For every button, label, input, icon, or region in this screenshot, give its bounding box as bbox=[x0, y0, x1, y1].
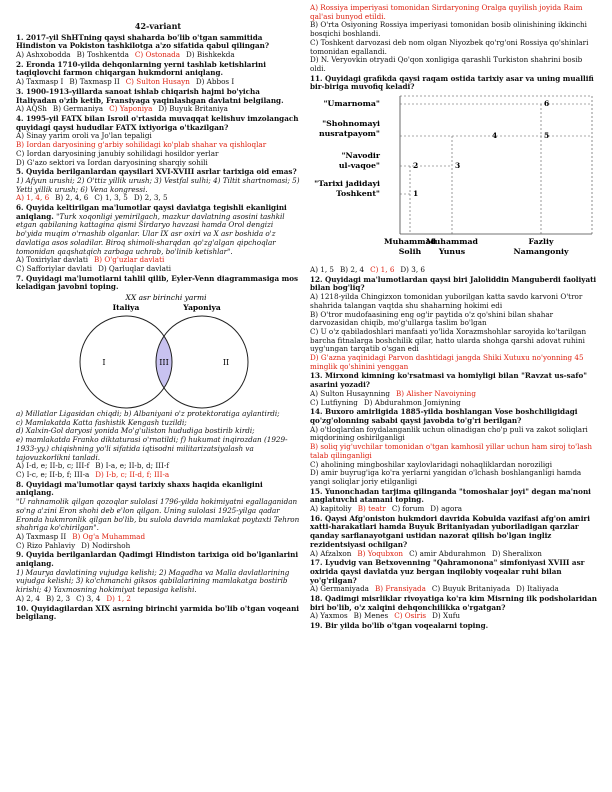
option-c[interactable]: C) Buyuk Britaniyada bbox=[431, 584, 511, 594]
statement-list: 1) Afyun urushi; 2) O'ttiz yillik urush; 3) Vestfal sulhi; 4) Tiltit shartnomasi; 5) Yetti yillik urush; 6) Vena kongressi. bbox=[16, 175, 300, 194]
venn-region-3: III bbox=[159, 358, 169, 368]
option-c[interactable]: C) amir Abdurahmon bbox=[409, 548, 486, 558]
question-text: 15. Yunonchadan tarjima qilinganda "tomoshalar joyi" degan ma'noni anglatuvchi atamani toping. bbox=[310, 486, 591, 505]
question-text: 10. Quyidagilardan XIX asrning birinchi yarmida bo'lib o'tgan voqeani belgilang. bbox=[16, 603, 300, 622]
option-c[interactable]: C) I-c, e; II-b, f; III-a bbox=[16, 469, 90, 479]
right-column bbox=[310, 4, 600, 631]
option-b-answer[interactable]: B) Fransiyada bbox=[374, 584, 426, 594]
question-19 bbox=[310, 622, 600, 631]
venn-label-right: Yaponiya bbox=[183, 303, 221, 313]
option-a[interactable]: A) Sinay yarim oroli va Jo'lan tepaligi bbox=[16, 131, 152, 141]
matching-chart bbox=[310, 92, 600, 266]
col-label-yunus-line2: Yunus bbox=[438, 247, 466, 257]
option-a[interactable]: A) 2, 4 bbox=[16, 593, 40, 603]
col-label-solih-line1: Muhammad bbox=[383, 237, 437, 247]
question-text: 6. Quyida keltirilgan ma'lumotlar qaysi davlatga tegishli ekanligini aniqlang. bbox=[16, 203, 287, 221]
option-b[interactable]: B) 2, 3 bbox=[46, 593, 71, 603]
option-d[interactable]: D) Xufu bbox=[432, 611, 460, 621]
option-c[interactable]: C) Rizo Pahlaviy bbox=[16, 540, 76, 550]
row-label-umarnoma: "Umarnoma" bbox=[323, 99, 380, 109]
option-c-answer[interactable]: C) Yaponiya bbox=[109, 104, 153, 114]
item-line: d) Xalxin-Gol daryosi yonida Mo'g'uliston hududiga bostirib kirdi; bbox=[16, 426, 255, 436]
row-label-tarixi-line1: "Tarixi jadidayi bbox=[314, 179, 380, 189]
question-10-options bbox=[310, 4, 600, 74]
col-label-yunus-line1: Muhammad bbox=[425, 237, 479, 247]
option-b[interactable]: B) O'tror mudofaasining eng og'ir paytida o'z qo'shini bilan shahar darvozasidan chiqib, mo'g'ullarga taslim bo'lgan bbox=[310, 309, 554, 328]
point-5: 5 bbox=[544, 131, 550, 141]
option-b-answer[interactable]: B) Yoqubxon bbox=[357, 548, 404, 558]
option-d[interactable]: D) Nodirshoh bbox=[81, 540, 131, 550]
question-1 bbox=[16, 34, 300, 60]
option-c[interactable]: C) aholining mingboshilar xaylovlaridagi nohaqliklardan noroziligi bbox=[310, 459, 553, 469]
option-c[interactable]: C) Toshkent darvozasi deb nom olgan Niyozbek qo'rg'oni Rossiya qo'shinlari tomonidan egallandi. bbox=[310, 37, 589, 56]
option-c[interactable]: C) Iordan daryosining janubiy sohilidagi hosildor yerlar bbox=[16, 148, 219, 158]
question-text: 14. Buxoro amirligida 1885-yilda boshlangan Vose boshchiligidagi qo'zg'olonning sababi qaysi javobda to'g'ri berilgan? bbox=[310, 407, 578, 425]
option-a-answer[interactable]: A) Rossiya imperiyasi tomonidan Sirdaryoning Oralga quyilish joyida Raim qal'asi bunyod etildi. bbox=[310, 3, 583, 21]
col-label-fazliy-line1: Fazliy bbox=[528, 237, 554, 247]
option-d[interactable]: D) agora bbox=[430, 504, 463, 514]
options bbox=[16, 595, 300, 604]
question-3 bbox=[16, 88, 300, 114]
option-c-answer[interactable]: C) Ostonada bbox=[134, 50, 181, 60]
option-d[interactable]: D) Bishkekda bbox=[186, 50, 235, 60]
option-b[interactable]: B) 2, 4 bbox=[340, 265, 365, 275]
option-a[interactable]: A) Taxmasp I bbox=[16, 77, 64, 87]
option-a[interactable]: A) 1218-yilda Chingizxon tomonidan yuborilgan katta savdo karvoni O'tror shahrida talangan vaqtda shu shaharning hokimi edi bbox=[310, 292, 583, 310]
question-text: 1. 2017-yil ShHTning qaysi shaharda bo'lib o'tgan sammitida Hindiston va Pokiston tashkilotga a'zo sifatida qabul qilingan? bbox=[16, 32, 270, 51]
col-label-fazliy-line2: Namangoniy bbox=[513, 247, 569, 257]
option-b[interactable]: B) Toshkentda bbox=[76, 50, 129, 60]
question-7 bbox=[16, 275, 300, 480]
question-5 bbox=[16, 168, 300, 203]
variant-title: 42-variant bbox=[134, 21, 182, 31]
option-a[interactable]: A) Toxiriylar davlati bbox=[16, 255, 89, 265]
item-line: a) Millatlar Ligasidan chiqdi; b) Albaniyani o'z protektoratiga aylantirdi; bbox=[16, 409, 280, 419]
point-6: 6 bbox=[544, 99, 550, 109]
option-b-answer[interactable]: B) Og'a Muhammad bbox=[72, 531, 146, 541]
point-2: 2 bbox=[413, 161, 419, 171]
option-c[interactable]: C) U o'z qabiladoshlari manfaati yo'lida Xorazmshohlar saroyida ko'tarilgan barcha fitnalarga boshchilik qilar, hatto ularda shohga qarshi adovat ruhini uyg'ungan tarqatib o'sgan edi bbox=[310, 326, 587, 354]
question-text: 4. 1995-yil FATX bilan Isroil o'rtasida muvaqqat kelishuv imzolangach quyidagi qaysi hududlar FATX ixtiyoriga o'tkazilgan? bbox=[16, 114, 299, 132]
quote: "U rahnamolik qilgan qozoqlar sulolasi 1796-yilda hokimiyatni egallaganidan so'ng a'zini Eron shohi deb e'lon qilgan. Uning sulolasi 1925-yilga qadar Eronda hukmronlik qilgan bo'lib, bu sulola davrida mamlakat poytaxti Tehron shahriga ko'chirilgan". bbox=[16, 497, 300, 533]
question-text: 5. Quyida berilganlardan qaysilari XVI-XVIII asrlar tarixiga oid emas? bbox=[16, 167, 297, 177]
options bbox=[16, 471, 300, 480]
option-d[interactable]: D) 3, 6 bbox=[400, 265, 425, 275]
option-d[interactable]: D) 2, 3, 5 bbox=[133, 193, 168, 203]
item-line: c) Mamlakatda Katta fashistik Kengash tuzildi; bbox=[16, 417, 187, 427]
question-6 bbox=[16, 204, 300, 274]
options bbox=[310, 399, 600, 408]
option-c[interactable]: C) 3, 4 bbox=[76, 593, 101, 603]
option-a[interactable]: A) 1, 5 bbox=[310, 265, 334, 275]
options bbox=[16, 105, 300, 114]
option-d-answer[interactable]: D) G'azna yaqinidagi Parvon dashtidagi jangda Shiki Xutuxu no'yonning 45 minglik qo'shinini yenggan bbox=[310, 353, 584, 371]
options bbox=[16, 78, 300, 87]
options bbox=[310, 505, 600, 514]
question-13 bbox=[310, 372, 600, 407]
option-a[interactable]: A) Afzalxon bbox=[310, 548, 352, 558]
question-12 bbox=[310, 276, 600, 372]
question-text: 3. 1900-1913-yillarda sanoat ishlab chiqarish hajmi bo'yicha Italiyadan o'zib ketib, Fransiyaga yaqinlashgan davlatni belgilang. bbox=[16, 86, 284, 105]
venn-diagram bbox=[16, 292, 300, 410]
question-4 bbox=[16, 115, 300, 167]
question-16 bbox=[310, 515, 600, 559]
option-c-answer[interactable]: C) Osiris bbox=[394, 611, 427, 621]
question-15 bbox=[310, 488, 600, 514]
options bbox=[310, 550, 600, 559]
options bbox=[310, 612, 600, 621]
option-c[interactable]: C) Safforiylar davlati bbox=[16, 263, 93, 273]
option-b-answer[interactable]: B) O'g'uzlar davlati bbox=[94, 255, 165, 265]
venn-label-left: Italiya bbox=[112, 303, 140, 313]
question-17 bbox=[310, 559, 600, 594]
option-c-answer[interactable]: C) Sulton Husayn bbox=[125, 77, 190, 87]
point-4: 4 bbox=[492, 131, 498, 141]
question-text: 19. Bir yilda bo'lib o'tgan voqealarni toping. bbox=[310, 621, 489, 631]
question-text: 9. Quyida berilganlardan Qadimgi Hindiston tarixiga oid bo'lganlarini aniqlang. bbox=[16, 550, 299, 569]
item-line: e) mamlakatda Franko diktaturasi o'rnatildi; f) hukumat inqirozdan (1929-1933-yy.) chiqishning yo'li sifatida iqtisodni militarizatsiyalash va tajovuzkorlikni tanladi. bbox=[16, 435, 288, 462]
question-text: 2. Eronda 1710-yilda dehqonlarning yerni tashlab ketishlarini taqiqlovchi farmon chiqargan hukmdorni aniqlang. bbox=[16, 59, 266, 78]
option-d[interactable]: D) amir buyrug'iga ko'ra yerlarni yangidan o'lchash boshlanganligi hamda yangi soliqlar joriy etilganligi bbox=[310, 468, 582, 486]
question-text: 17. Lyudvig van Betxovenning "Qahramonona" simfoniyasi XVIII asr oxirida qaysi davlatda yuz bergan inqilobiy voqealar ruhi bilan yo'g'rilgan? bbox=[310, 558, 585, 585]
options bbox=[310, 585, 600, 594]
question-text: 18. Qadimgi misrliklar rivoyatiga ko'ra kim Misrning ilk podsholaridan biri bo'lib, o'z xalqini dehqonchilikka o'rgatgan? bbox=[310, 594, 598, 612]
question-10 bbox=[16, 605, 300, 622]
question-8 bbox=[16, 481, 300, 551]
question-text: 12. Quyidagi ma'lumotlardan qaysi biri Jaloliddin Manguberdi faoliyati bilan bog'liq? bbox=[310, 274, 597, 293]
row-label-shohnoma-line2: nusratpayom" bbox=[318, 129, 380, 139]
option-a[interactable]: A) kapitoliy bbox=[310, 504, 352, 514]
question-2 bbox=[16, 61, 300, 87]
question-text: 11. Quyidagi grafikda qaysi raqam ostida tarixiy asar va uning muallifi bir-biriga muvofiq keladi? bbox=[310, 73, 594, 92]
option-d-answer[interactable]: D) I-b, c; II-d, f; III-a bbox=[95, 469, 170, 479]
venn-caption: XX asr birinchi yarmi bbox=[125, 293, 207, 303]
option-d[interactable]: D) Abdurahmon Jomiyning bbox=[363, 397, 461, 407]
matching-chart-svg bbox=[310, 92, 600, 266]
row-label-shohnoma-line1: "Shohnomayi bbox=[322, 119, 380, 129]
option-c-answer[interactable]: C) 1, 6 bbox=[370, 265, 395, 275]
option-a[interactable]: A) Taxmasp II bbox=[16, 531, 67, 541]
question-14 bbox=[310, 408, 600, 486]
quote: "Turk xoqonligi yemirilgach, mazkur davlatning asosini tashkil etgan qabilaning kattagina qismi Sirdaryo havzasi hamda Orol dengizi bo'yida muqim o'rnashib olganlar. Ular IX asr oxiri va X asr boshida o'z davlatiga asos soladilar. Biroq shimoli-sharqdan qo'zg'algan qipchoqlar tomonidan qaqshatqich zarbaga uchrab, bo'linib ketishlar". bbox=[16, 211, 285, 256]
venn-region-2: II bbox=[222, 358, 230, 368]
col-label-solih-line2: Solih bbox=[398, 247, 422, 257]
option-a[interactable]: A) o'tloqlardan foydalanganlik uchun olinadigan cho'p puli va zakot soliqlari miqdorining oshirilganligi bbox=[310, 424, 588, 443]
question-text: 7. Quyidagi ma'lumotlarni tahlil qilib, Eyler-Venn diagrammasiga mos keladigan javobni toping. bbox=[16, 273, 299, 292]
question-text: 16. Qaysi Afg'oniston hukmdori davrida Kobulda vazifasi afg'on amiri xatti-harakatlari hamda Buyuk Britaniyadan yuboriladigan qarzlar qanday sarflanayotgani ustidan nazorat qilish bo'lgan ingliz rezidentsiyasi ochilgan? bbox=[310, 513, 590, 549]
option-b-answer[interactable]: B) Alisher Navoiyning bbox=[395, 388, 476, 398]
option-d[interactable]: D) Sheralixon bbox=[491, 548, 542, 558]
option-b[interactable]: B) Germaniya bbox=[52, 104, 104, 114]
option-b[interactable]: B) Menes bbox=[353, 611, 389, 621]
option-b[interactable]: B) I-a, e; II-b, d; III-f bbox=[95, 461, 169, 471]
option-d-answer[interactable]: D) 1, 2 bbox=[106, 593, 131, 603]
option-a[interactable]: A) AQSh bbox=[16, 104, 47, 114]
row-label-tarixi-line2: Toshkent" bbox=[336, 189, 380, 199]
question-text: 13. Mirxond kimning ko'rsatmasi va homiyligi bilan "Ravzat us-safo" asarini yozadi? bbox=[310, 371, 587, 390]
question-body bbox=[16, 204, 300, 256]
options bbox=[16, 542, 300, 551]
option-a-answer[interactable]: A) 1, 4, 6 bbox=[16, 193, 50, 203]
option-a[interactable]: A) Sulton Husaynning bbox=[310, 388, 390, 398]
venn-region-1: I bbox=[102, 358, 106, 368]
option-c[interactable]: C) 1, 3, 5 bbox=[94, 193, 128, 203]
row-label-navodir-line1: "Navodir bbox=[341, 151, 380, 161]
option-d[interactable]: D) N. Veryovkin otryadi Qo'qon xonligiga qarashli Turkiston shahrini bosib oldi. bbox=[310, 55, 583, 73]
option-b-answer[interactable]: B) soliq yig'uvchilar tomonidan o'tgan kamhosil yillar uchun ham siroj to'lash talab qilinganligi bbox=[310, 442, 592, 460]
option-a[interactable]: A) Germaniyada bbox=[310, 584, 369, 594]
option-b[interactable]: B) Taxmasp II bbox=[69, 77, 120, 87]
option-c[interactable]: C) forum bbox=[391, 504, 425, 514]
option-d[interactable]: D) Italiyada bbox=[516, 584, 559, 594]
point-1: 1 bbox=[413, 189, 419, 199]
option-a[interactable]: A) Yaxmos bbox=[310, 611, 348, 621]
option-b[interactable]: B) 2, 4, 6 bbox=[55, 193, 89, 203]
option-c[interactable]: C) Lutfiyning bbox=[310, 397, 358, 407]
option-b-answer[interactable]: B) Iordan daryosining g'arbiy sohilidagi ko'plab shahar va qishloqlar bbox=[16, 140, 267, 150]
question-11 bbox=[310, 75, 600, 275]
row-label-navodir-line2: ul-vaqoe" bbox=[338, 161, 380, 171]
option-a[interactable]: A) I-d, e; II-b, c; III-f bbox=[16, 461, 90, 471]
question-18 bbox=[310, 595, 600, 621]
venn-items bbox=[16, 410, 300, 462]
option-d[interactable]: D) Abbos I bbox=[195, 77, 235, 87]
option-b-answer[interactable]: B) teatr bbox=[357, 504, 386, 514]
option-a[interactable]: A) Ashxobodda bbox=[16, 50, 71, 60]
option-d[interactable]: D) G'azo sektori va Iordan daryosining sharqiy sohili bbox=[16, 157, 208, 167]
option-b[interactable]: B) O'rta Osiyoning Rossiya imperiyasi tomonidan bosib olinishining ikkinchi bosqichi boshlandi. bbox=[310, 20, 587, 39]
option-d[interactable]: D) Qarluqlar davlati bbox=[98, 263, 172, 273]
options bbox=[16, 265, 300, 274]
left-column bbox=[16, 22, 300, 622]
options bbox=[310, 266, 600, 275]
statement-list: 1) Maurya davlatining vujudga kelishi; 2) Magadha va Malla davlatlarining vujudga kelishi; 3) ko'chmanchi giksos qabilalarining mamlakatga bostirib kirishi; 4) Yaxmosning hokimiyat tepasiga kelishi. bbox=[16, 567, 290, 595]
question-9 bbox=[16, 551, 300, 603]
point-3: 3 bbox=[455, 161, 461, 171]
question-text: 8. Quyidagi ma'lumotlar qaysi tarixiy shaxs haqida ekanligini aniqlang. bbox=[16, 479, 263, 498]
option-d[interactable]: D) Buyuk Britaniya bbox=[158, 104, 228, 114]
options bbox=[16, 51, 300, 60]
options bbox=[16, 194, 300, 203]
venn-svg bbox=[26, 292, 286, 410]
